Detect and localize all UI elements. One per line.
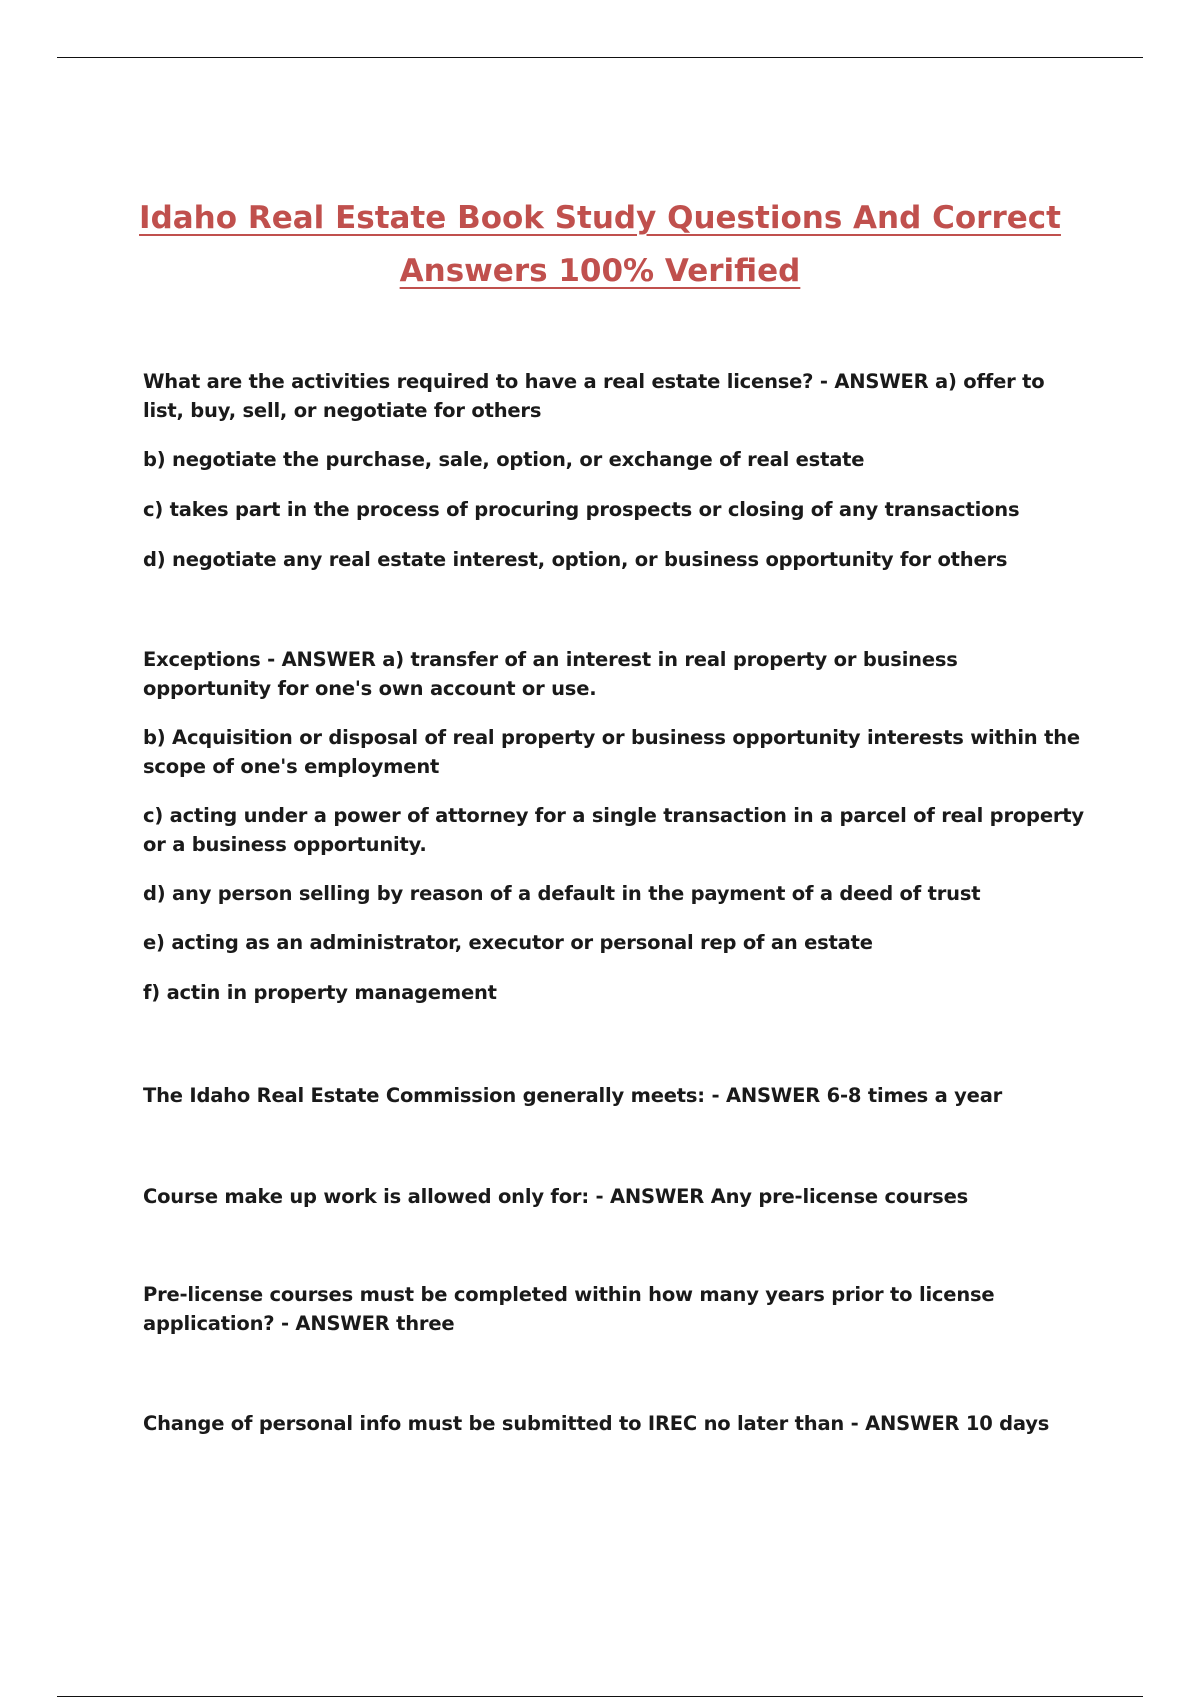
answer-continuation: d) negotiate any real estate interest, option, or business opportunity for others [143,548,1008,571]
qa-item [143,645,1088,1027]
qa-item [143,1409,1088,1458]
question-answer: Exceptions - ANSWER a) transfer of an interest in real property or business opportunity for one's own account or use. [143,648,958,700]
qa-item [143,367,1088,594]
answer-continuation: b) Acquisition or disposal of real property or business opportunity interests within the scope of one's employment [143,726,1080,778]
document-title: Idaho Real Estate Book Study Questions And Correct Answers 100% Verified [139,200,1061,289]
qa-item [143,1081,1088,1130]
question-answer: Course make up work is allowed only for: - ANSWER Any pre-license courses [143,1185,969,1208]
bottom-rule [57,1696,1143,1697]
question-answer: Change of personal info must be submitted to IREC no later than - ANSWER 10 days [143,1412,1050,1435]
question-answer: The Idaho Real Estate Commission generally meets: - ANSWER 6-8 times a year [143,1084,1003,1107]
answer-continuation: c) acting under a power of attorney for a single transaction in a parcel of real property or a business opportunity. [143,804,1084,856]
top-rule [57,57,1143,58]
question-answer: What are the activities required to have a real estate license? - ANSWER a) offer to list, buy, sell, or negotiate for others [143,370,1045,422]
answer-continuation: d) any person selling by reason of a default in the payment of a deed of trust [143,882,981,905]
qa-item [143,1280,1088,1358]
answer-continuation: b) negotiate the purchase, sale, option, or exchange of real estate [143,448,865,471]
answer-continuation: c) takes part in the process of procuring prospects or closing of any transactions [143,498,1020,521]
answer-continuation: e) acting as an administrator, executor or personal rep of an estate [143,931,873,954]
qa-item [143,1182,1088,1231]
question-answer: Pre-license courses must be completed within how many years prior to license application? - ANSWER three [143,1283,995,1335]
answer-continuation: f) actin in property management [143,981,497,1004]
